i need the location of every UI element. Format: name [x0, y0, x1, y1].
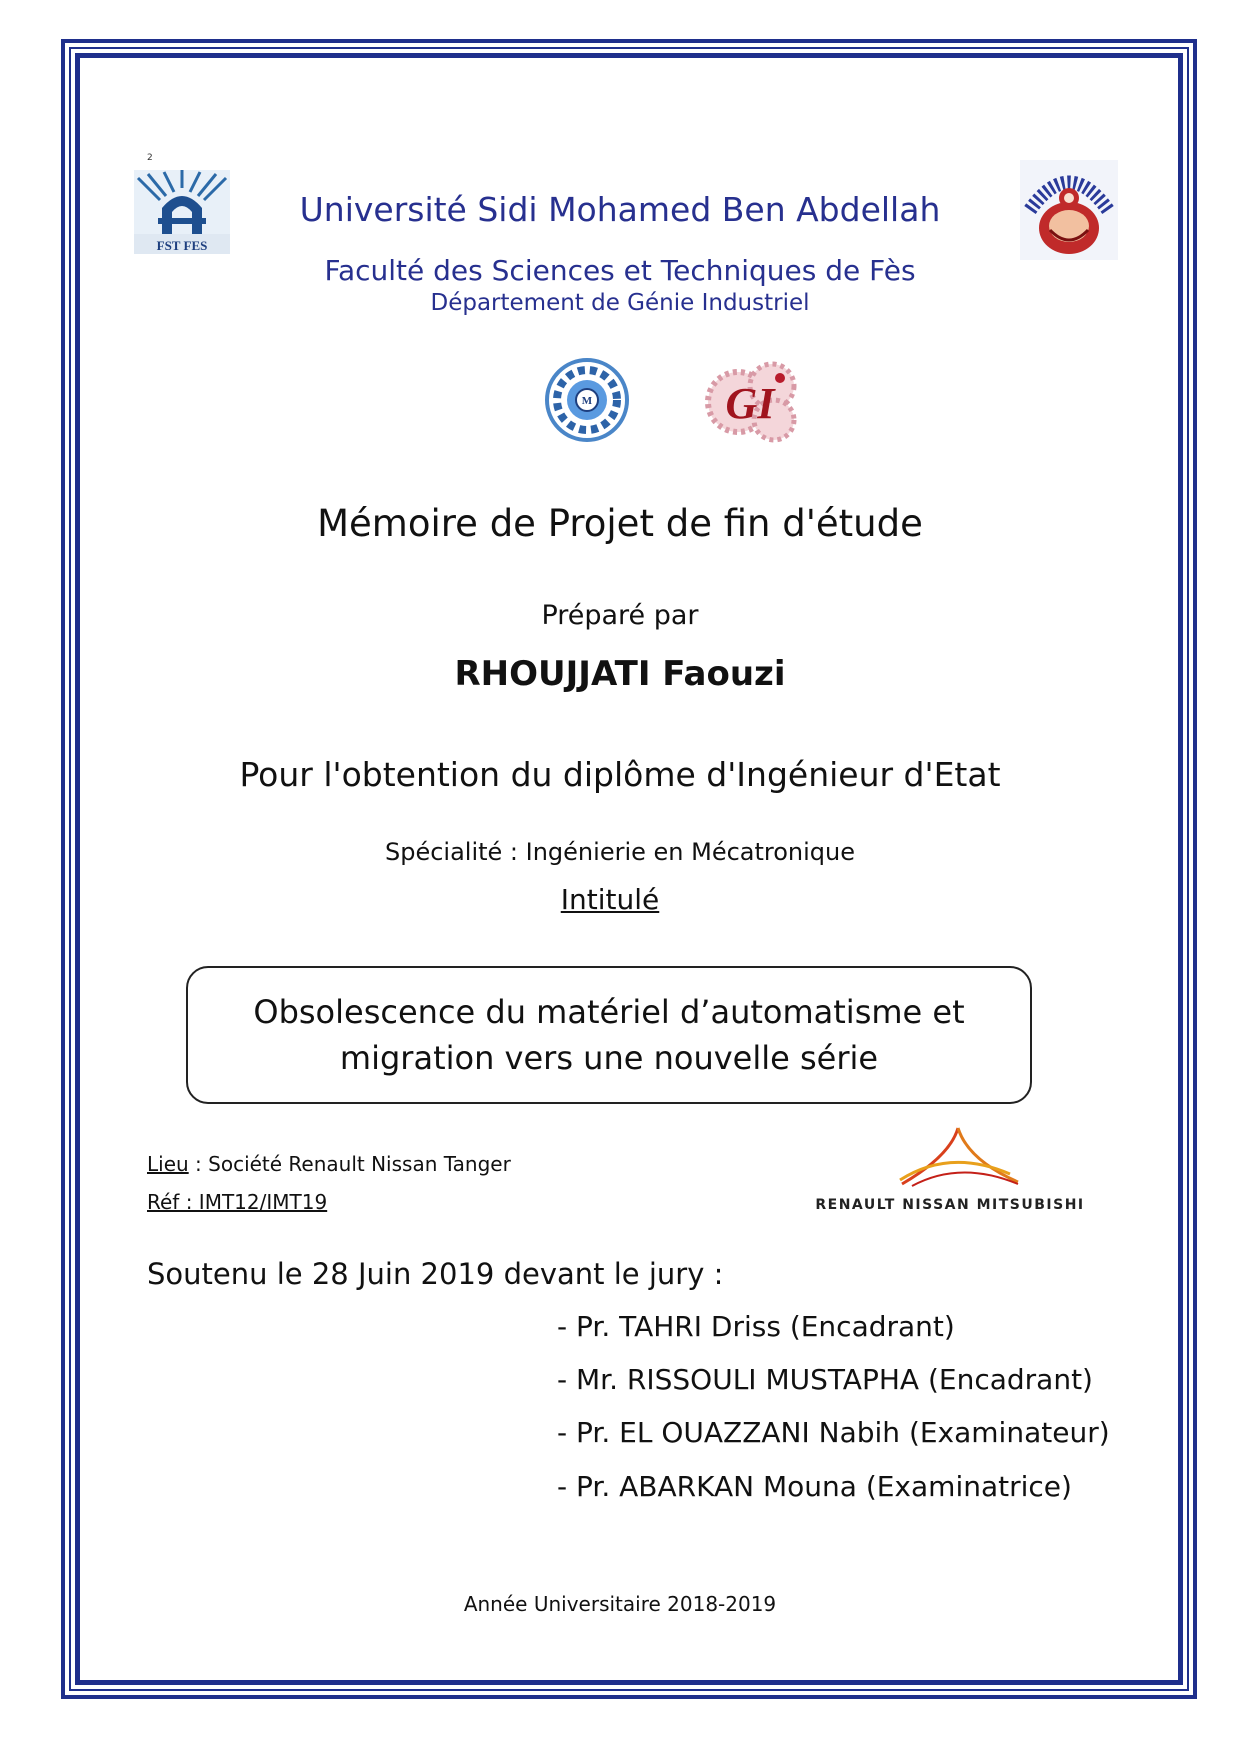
diploma-line: Pour l'obtention du diplôme d'Ingénieur d'Etat [239, 755, 1001, 794]
prepared-by-label: Préparé par [541, 600, 699, 631]
jury-member: - Mr. RISSOULI MUSTAPHA (Encadrant) [557, 1363, 1093, 1396]
svg-text:M: M [581, 395, 593, 407]
author-name: RHOUJJATI Faouzi [454, 654, 786, 694]
project-title-box [186, 966, 1032, 1104]
fst-fes-logo [134, 170, 230, 254]
usmba-logo [1020, 160, 1118, 260]
specialty-line: Spécialité : Ingénierie en Mécatronique [384, 838, 856, 866]
lieu-label: Lieu [147, 1152, 189, 1176]
university-name: Université Sidi Mohamed Ben Abdellah [299, 190, 941, 229]
alliance-logo-mark [890, 1126, 1030, 1192]
mechatronics-gear-logo [541, 356, 633, 444]
page-number: 2 [147, 153, 153, 163]
gi-logo [700, 356, 808, 448]
memoire-heading: Mémoire de Projet de fin d'étude [317, 502, 923, 545]
gi-logo-text: GI [725, 379, 775, 428]
project-title: Obsolescence du matériel d’automatisme et migration vers une nouvelle série [253, 993, 965, 1077]
jury-member: - Pr. TAHRI Driss (Encadrant) [557, 1310, 955, 1343]
lieu-value: : Société Renault Nissan Tanger [188, 1152, 511, 1176]
jury-member: - Pr. EL OUAZZANI Nabih (Examinateur) [557, 1416, 1110, 1449]
intitule-label: Intitulé [560, 883, 660, 916]
jury-member: - Pr. ABARKAN Mouna (Examinatrice) [557, 1470, 1072, 1503]
fst-fes-logo-text: FST FES [156, 238, 208, 253]
defense-line: Soutenu le 28 Juin 2019 devant le jury : [147, 1257, 724, 1291]
faculty-name: Faculté des Sciences et Techniques de Fès [324, 254, 916, 287]
reference-line: Réf : IMT12/IMT19 [147, 1190, 328, 1214]
alliance-logo-text: RENAULT NISSAN MITSUBISHI [815, 1197, 1085, 1213]
lieu-line [147, 1152, 511, 1176]
department-name: Département de Génie Industriel [430, 290, 810, 316]
academic-year: Année Universitaire 2018-2019 [463, 1592, 777, 1616]
